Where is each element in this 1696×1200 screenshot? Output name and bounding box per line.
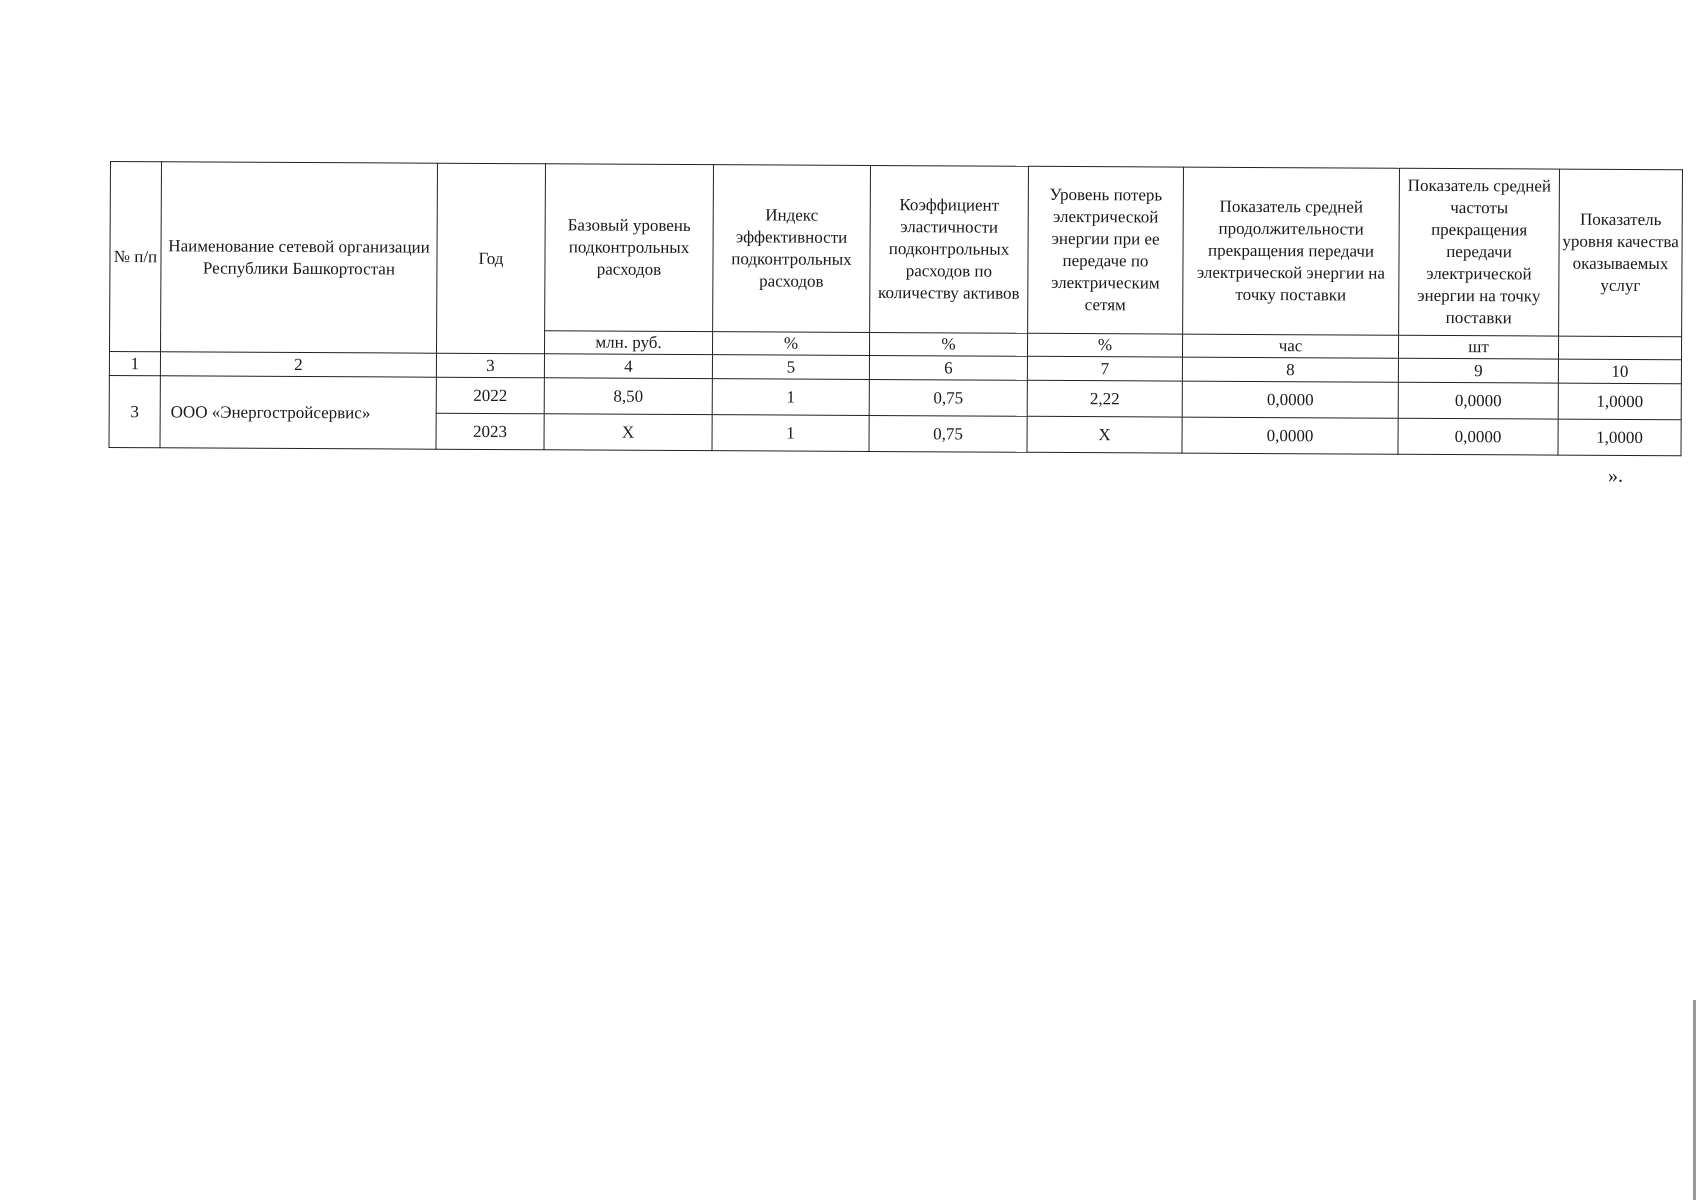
header-efficiency-index: Индекс эффективности подконтрольных расходов [713, 165, 871, 333]
column-number: 10 [1558, 359, 1681, 384]
year-cell: 2023 [436, 413, 544, 450]
header-service-quality: Показатель уровня качества оказываемых услуг [1559, 169, 1683, 337]
base-expenses-cell: X [544, 414, 712, 451]
energy-loss-cell: 2,22 [1027, 380, 1182, 417]
efficiency-index-cell: 1 [712, 415, 869, 452]
header-outage-frequency: Показатель средней частоты прекращения передачи электрической энергии на точку поставки [1399, 168, 1560, 336]
unit-cell: час [1182, 334, 1398, 358]
column-number: 5 [712, 355, 869, 380]
outage-frequency-cell: 0,0000 [1398, 382, 1558, 419]
base-expenses-cell: 8,50 [544, 378, 712, 415]
column-number: 2 [160, 352, 436, 377]
org-name-cell: ООО «Энергостройсервис» [160, 376, 436, 449]
elasticity-cell: 0,75 [869, 379, 1027, 416]
unit-cell: млн. руб. [544, 331, 712, 355]
elasticity-cell: 0,75 [869, 415, 1027, 452]
header-row [110, 162, 1683, 337]
header-outage-duration: Показатель средней продолжительности прекращения передачи электрической энергии на точку поставки [1183, 167, 1400, 335]
header-org-name: Наименование сетевой организации Республики Башкортостан [161, 162, 438, 353]
tariff-table-container [108, 161, 1682, 456]
column-number: 4 [544, 354, 712, 379]
service-quality-cell: 1,0000 [1558, 383, 1681, 420]
efficiency-index-cell: 1 [712, 379, 869, 416]
table-row [109, 375, 1681, 419]
unit-cell: % [1027, 333, 1182, 357]
column-number: 6 [869, 355, 1027, 380]
unit-cell: % [869, 332, 1027, 356]
outage-duration-cell: 0,0000 [1182, 417, 1398, 454]
column-number: 1 [109, 352, 160, 376]
closing-quote-mark: ». [1608, 465, 1623, 487]
unit-cell: % [712, 332, 869, 356]
unit-cell: шт [1398, 335, 1558, 359]
header-number: № п/п [110, 162, 162, 352]
column-number: 7 [1027, 356, 1182, 381]
column-number: 8 [1182, 357, 1398, 382]
column-number: 3 [436, 353, 544, 378]
header-energy-loss-level: Уровень потерь электрической энергии при ее передаче по электрическим сетям [1028, 166, 1184, 334]
column-number: 9 [1398, 358, 1558, 383]
outage-frequency-cell: 0,0000 [1398, 418, 1558, 455]
header-elasticity-coefficient: Коэффициент эластичности подконтрольных расходов по количеству активов [870, 165, 1029, 333]
service-quality-cell: 1,0000 [1558, 419, 1681, 456]
year-cell: 2022 [436, 377, 544, 414]
header-base-expenses: Базовый уровень подконтрольных расходов [545, 164, 714, 332]
unit-cell [1558, 336, 1681, 360]
header-year: Год [436, 163, 545, 354]
tariff-indicators-table [108, 161, 1682, 456]
outage-duration-cell: 0,0000 [1182, 381, 1398, 418]
org-number-cell: 3 [109, 375, 160, 447]
energy-loss-cell: X [1027, 416, 1182, 453]
